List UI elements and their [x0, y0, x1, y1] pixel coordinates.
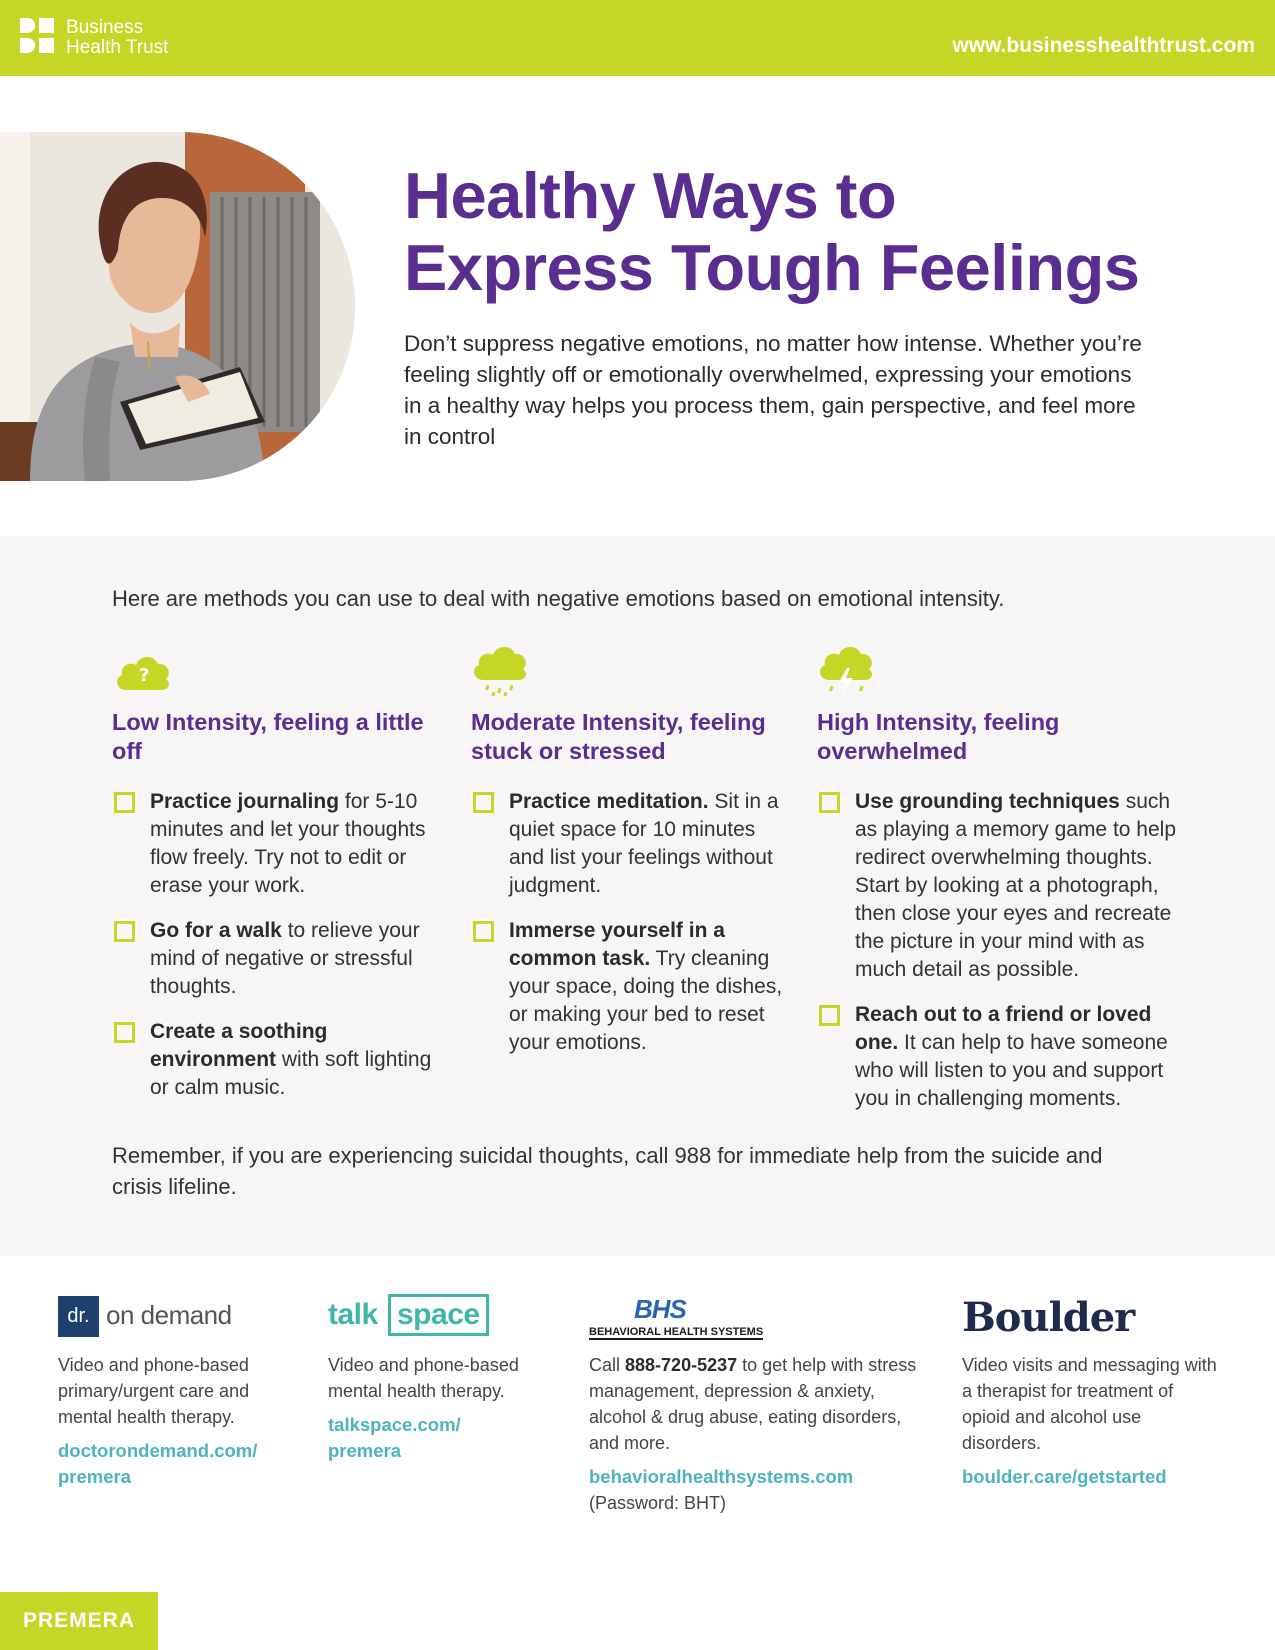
logo-line-1: Business — [66, 17, 144, 38]
page-title — [404, 160, 1224, 304]
bhs-phone[interactable]: 888-720-5237 — [625, 1355, 738, 1375]
hero-photo — [0, 132, 355, 481]
bhs-logo-mark: BHS — [634, 1294, 686, 1324]
high-intensity-list — [817, 788, 1197, 1113]
hero-intro: Don’t suppress negative emotions, no matter how intense. Whether you’re feeling slightly off or emotionally overwhelmed, expressing your emotions in a healthy way helps you process them, gain perspective, and feel more in control — [404, 331, 1142, 449]
list-item: Practice meditation. Sit in a quiet space for 10 minutes and list your feelings without judgment. — [471, 788, 791, 900]
doctor-on-demand-logo[interactable] — [58, 1288, 288, 1344]
checkbox-icon[interactable] — [473, 792, 494, 813]
talkspace-logo[interactable] — [328, 1288, 568, 1344]
moderate-intensity-list — [471, 788, 791, 1057]
methods-panel — [0, 536, 1275, 1256]
cloud-lightning-icon — [817, 646, 879, 696]
page-title-line-2: Express Tough Feelings — [404, 231, 1140, 304]
boulder-logo[interactable] — [962, 1288, 1222, 1344]
boulder-link[interactable]: boulder.care/getstarted — [962, 1466, 1167, 1487]
moderate-intensity-column — [471, 646, 791, 1074]
talkspace-link[interactable]: talkspace.com/ premera — [328, 1414, 461, 1461]
checkbox-icon[interactable] — [819, 1005, 840, 1026]
logo-mark-icon — [20, 18, 54, 54]
list-item: Immerse yourself in a common task. Try cleaning your space, doing the dishes, or making your bed to reset your emotions. — [471, 917, 791, 1057]
bhs-link[interactable]: behavioralhealthsystems.com — [589, 1466, 854, 1487]
resource-behavioral-health-systems — [589, 1288, 919, 1516]
resource-description: Video and phone-based mental health therapy. — [328, 1355, 519, 1401]
list-item: Create a soothing environment with soft lighting or calm music. — [112, 1018, 442, 1102]
doctorondemand-link[interactable]: doctorondemand.com/ premera — [58, 1440, 258, 1487]
bhs-password-note: (Password: BHT) — [589, 1493, 727, 1513]
resource-description: Video visits and messaging with a therapist for treatment of opioid and alcohol use disorders. — [962, 1355, 1217, 1453]
list-item: Go for a walk to relieve your mind of negative or stressful thoughts. — [112, 917, 442, 1001]
checkbox-icon[interactable] — [114, 1022, 135, 1043]
premera-logo[interactable]: PREMERA — [0, 1592, 158, 1650]
resource-description: Call 888-720-5237 to get help with stress management, depression & anxiety, alcohol & drug abuse, eating disorders, and more. — [589, 1355, 917, 1453]
high-intensity-title: High Intensity, feeling overwhelmed — [817, 709, 1060, 764]
business-health-trust-logo[interactable] — [20, 18, 168, 58]
methods-intro: Here are methods you can use to deal with negative emotions based on emotional intensity. — [112, 586, 1005, 611]
checkbox-icon[interactable] — [114, 921, 135, 942]
cloud-rain-icon — [471, 646, 533, 696]
bhs-logo-sub: BEHAVIORAL HEALTH SYSTEMS — [589, 1326, 764, 1338]
talkspace-logo-text-a: talk — [328, 1298, 378, 1331]
crisis-note: Remember, if you are experiencing suicidal thoughts, call 988 for immediate help from the suicide and crisis lifeline. — [112, 1143, 1103, 1199]
low-intensity-column — [112, 646, 442, 1119]
resource-doctor-on-demand — [58, 1288, 288, 1490]
dr-logo-text: on demand — [106, 1300, 232, 1330]
header-bar — [0, 0, 1275, 76]
list-item: Reach out to a friend or loved one. It can help to have someone who will listen to you and support you in challenging moments. — [817, 1001, 1197, 1113]
woman-journaling-illustration — [0, 132, 355, 481]
moderate-intensity-title: Moderate Intensity, feeling stuck or stressed — [471, 709, 766, 764]
checkbox-icon[interactable] — [473, 921, 494, 942]
list-item: Practice journaling for 5-10 minutes and let your thoughts flow freely. Try not to edit or erase your work. — [112, 788, 442, 900]
talkspace-logo-text-b: space — [388, 1294, 489, 1336]
bhs-logo[interactable] — [589, 1288, 919, 1344]
page-title-line-1: Healthy Ways to — [404, 159, 897, 232]
svg-text:?: ? — [139, 665, 150, 686]
high-intensity-column — [817, 646, 1197, 1130]
resource-boulder — [962, 1288, 1222, 1490]
low-intensity-list — [112, 788, 442, 1102]
checkbox-icon[interactable] — [819, 792, 840, 813]
resource-talkspace — [328, 1288, 568, 1464]
low-intensity-title: Low Intensity, feeling a little off — [112, 709, 424, 764]
boulder-logo-text: Boulder — [962, 1294, 1135, 1341]
list-item: Use grounding techniques such as playing a memory game to help redirect overwhelming thoughts. Start by looking at a photograph, then close your eyes and recreate the picture in your mind with as much detail as possible. — [817, 788, 1197, 984]
site-url-link[interactable]: www.businesshealthtrust.com — [952, 34, 1255, 57]
cloud-question-icon — [112, 646, 174, 696]
logo-line-2: Health Trust — [66, 37, 169, 58]
checkbox-icon[interactable] — [114, 792, 135, 813]
dr-logo-mark: dr. — [58, 1296, 99, 1337]
resource-description: Video and phone-based primary/urgent care and mental health therapy. — [58, 1355, 250, 1427]
